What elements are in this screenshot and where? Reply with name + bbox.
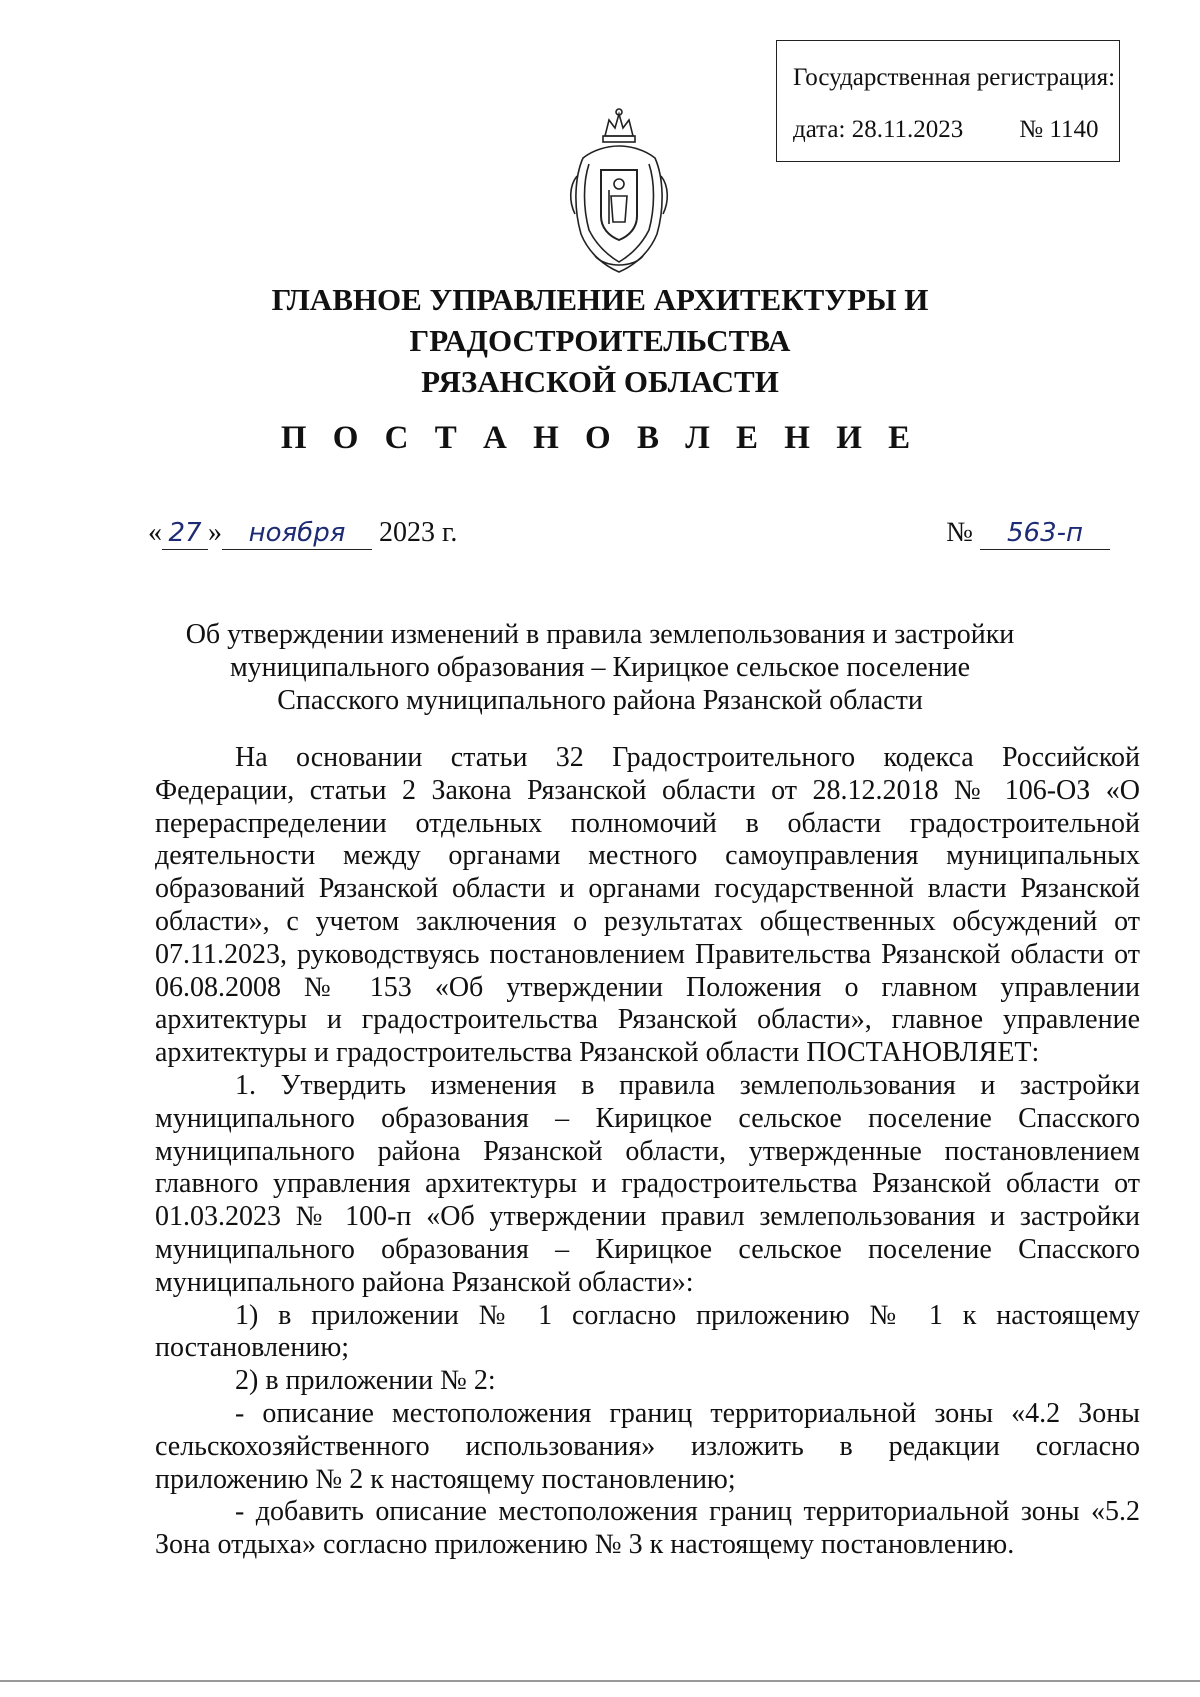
paragraph-zone-4-2: - описание местоположения границ территориальной зоны «4.2 Зоны сельскохозяйственного использования» изложить в редакции согласно приложению № 2 к настоящему постановлению;: [155, 1397, 1140, 1495]
paragraph-preamble: На основании статьи 32 Градостроительного кодекса Российской Федерации, статьи 2 Закона Рязанской области от 28.12.2018 № 106-ОЗ «О перераспределении отдельных полномочий в области градостроительной деятельности между органами местного самоуправления муниципальных образований Рязанской области и органами государственной власти Рязанской области», с учетом заключения о результатах общественных обсуждений от 07.11.2023, руководствуясь постановлением Правительства Рязанской области от 06.08.2008 № 153 «Об утверждении Положения о главном управлении архитектуры и градостроительства Рязанской области», главное управление архитектуры и градостроительства Рязанской области ПОСТАНОВЛЯЕТ:: [155, 742, 1140, 1069]
state-registration-stamp: [776, 40, 1120, 162]
subject-line-1: Об утверждении изменений в правила землепользования и застройки: [185, 619, 1015, 650]
date-close-quote: »: [208, 517, 222, 548]
number-prefix: №: [946, 517, 973, 548]
handwritten-number: 563-п: [1006, 518, 1083, 548]
paragraph-item-1: 1. Утвердить изменения в правила землепользования и застройки муниципального образования – Кирицкое сельское поселение Спасского муниципального района Рязанской области, утвержденные постановлением главного управления архитектуры и градостроительства Рязанской области от 01.03.2023 № 100-п «Об утверждении правил землепользования и застройки муниципального образования – Кирицкое сельское поселение Спасского муниципального района Рязанской области»:: [155, 1069, 1140, 1298]
document-date: [148, 517, 457, 550]
paragraph-subitem-1: 1) в приложении № 1 согласно приложению № 1 к настоящему постановлению;: [155, 1299, 1140, 1364]
registration-details: [793, 115, 1119, 145]
document-body: [155, 742, 1140, 1562]
paragraph-zone-5-2: - добавить описание местоположения границ территориальной зоны «5.2 Зона отдыха» согласно приложению № 3 к настоящему постановлению.: [155, 1496, 1140, 1561]
handwritten-month: ноября: [248, 518, 346, 548]
document-type-title: П О С Т А Н О В Л Е Н И Е: [280, 420, 920, 456]
document-number: [946, 517, 1110, 550]
date-month-underline: [222, 517, 372, 550]
number-underline: [980, 517, 1110, 550]
subject-line-2: муниципального образования – Кирицкое сельское поселение: [229, 652, 971, 683]
handwritten-day: 27: [168, 518, 202, 548]
subject-line-3: Спасского муниципального района Рязанской области: [277, 685, 923, 716]
date-day-underline: [162, 517, 208, 550]
date-open-quote: «: [148, 517, 162, 548]
organization-line-1: ГЛАВНОЕ УПРАВЛЕНИЕ АРХИТЕКТУРЫ И ГРАДОСТРОИТЕЛЬСТВА: [271, 282, 929, 358]
registration-date: дата: 28.11.2023: [793, 116, 964, 143]
organization-name: [100, 279, 1100, 402]
coat-of-arms-emblem: [565, 106, 673, 276]
paragraph-subitem-2: 2) в приложении № 2:: [235, 1365, 496, 1397]
registration-number: № 1140: [1019, 116, 1099, 143]
organization-line-2: РЯЗАНСКОЙ ОБЛАСТИ: [421, 364, 779, 399]
registration-label: Государственная регистрация:: [793, 64, 1116, 91]
date-year: 2023 г.: [379, 517, 458, 548]
document-subject: [150, 618, 1050, 717]
page-bottom-edge: [0, 1680, 1200, 1682]
